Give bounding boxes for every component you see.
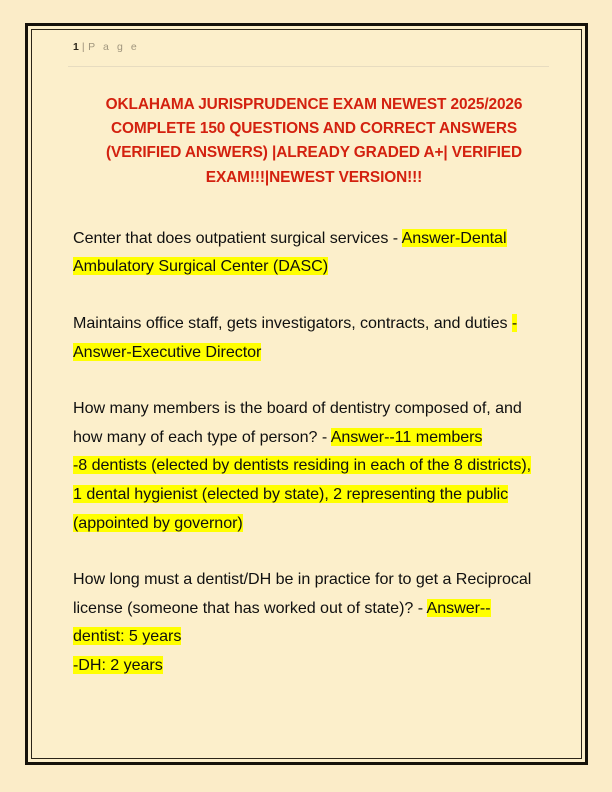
title-line-2: 2025/2026 COMPLETE 150 QUESTIONS AND: [111, 96, 523, 138]
answer-highlight: Answer--11 members: [330, 427, 483, 446]
answer-highlight: - Answer-Executive Director: [73, 314, 518, 361]
question-text: How long must a dentist/DH be in practice for to get a Reciprocal license (someone that has worked out of state)? -: [73, 570, 532, 617]
page-border-inner: [31, 29, 582, 759]
qa-block: [73, 224, 538, 281]
qa-detail-block: [73, 451, 538, 537]
title-line-1: OKLAHAMA JURISPRUDENCE EXAM NEWEST: [105, 96, 447, 113]
page-content: [32, 30, 581, 758]
question-text: Center that does outpatient surgical services -: [73, 228, 402, 247]
answer-highlight: Answer-Dental Ambulatory Surgical Center (DASC): [73, 228, 507, 276]
answer-highlight: -8 dentists (elected by dentists residing in each of the 8 districts), 1 dental hygienist (elected by state), 2 representing the public (appointed by governor): [73, 456, 532, 532]
qa-block: [73, 565, 538, 651]
page-number: 1: [73, 41, 79, 53]
page-header-separator: |: [81, 41, 86, 53]
title-line-5: VERSION!!!: [338, 168, 423, 186]
answer-highlight: -DH: 2 years: [73, 655, 163, 674]
qa-detail-block: [73, 651, 538, 680]
qa-block: [73, 309, 538, 366]
qa-block: [73, 394, 538, 451]
title-line-4: |ALREADY GRADED A+| VERIFIED EXAM!!!|NEWEST: [205, 144, 522, 186]
page-border-frame: [25, 23, 588, 765]
document-title: [73, 93, 559, 190]
page-header-label: P a g e: [88, 41, 140, 53]
question-text: Maintains office staff, gets investigators, contracts, and duties: [73, 314, 512, 332]
running-header: [73, 41, 559, 63]
title-line-3: CORRECT ANSWERS (VERIFIED ANSWERS): [106, 120, 517, 162]
header-divider: [68, 66, 549, 67]
answer-highlight: Answer--dentist: 5 years: [73, 598, 491, 646]
qa-list: [73, 224, 559, 680]
question-text: How many members is the board of dentistry composed of, and how many of each type of person? -: [73, 399, 522, 446]
